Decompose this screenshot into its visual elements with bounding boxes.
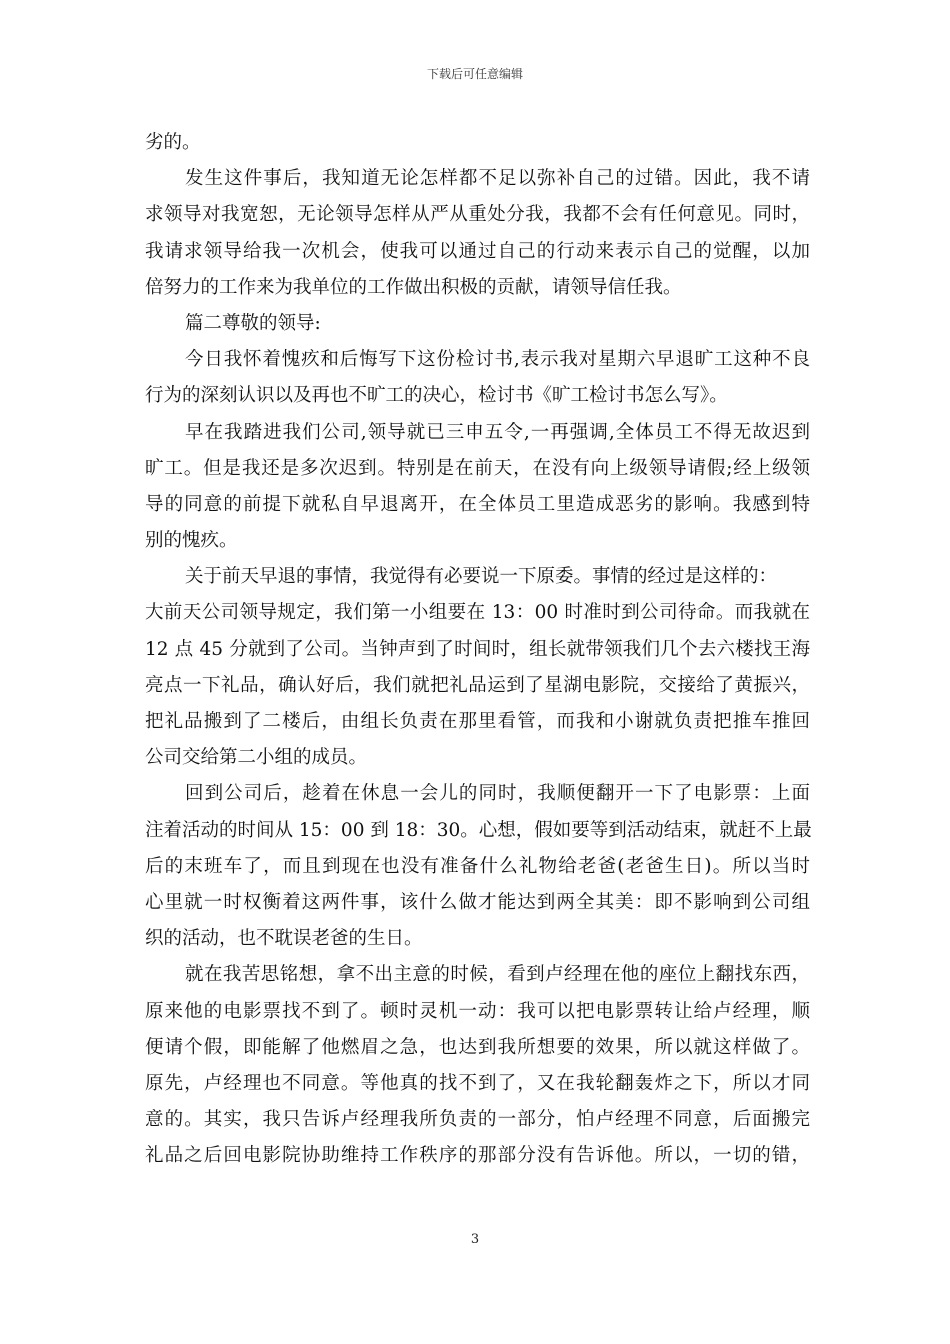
text-line: 劣的。 bbox=[145, 132, 201, 153]
text-line: 公司交给第二小组的成员。 bbox=[145, 747, 368, 769]
text-line: 关于前天早退的事情，我觉得有必要说一下原委。事情的经过是这样的： bbox=[185, 566, 778, 588]
text-line: 倍努力的工作来为我单位的工作做出积极的贡献，请领导信任我。 bbox=[145, 276, 682, 298]
document-body bbox=[145, 125, 810, 1174]
text-line: 意的。其实，我只告诉卢经理我所负责的一部分，怕卢经理不同意，后面搬完 bbox=[145, 1109, 810, 1131]
page-header: 下载后可任意编辑 bbox=[426, 67, 523, 81]
text-line: 导的同意的前提下就私自早退离开，在全体员工里造成恶劣的影响。我感到特 bbox=[145, 493, 810, 515]
page-number: 3 bbox=[470, 1232, 480, 1247]
text-line: 原先，卢经理也不同意。等他真的找不到了，又在我轮翻轰炸之下，所以才同 bbox=[145, 1072, 810, 1094]
text-line: 注着活动的时间从 15：00 到 18：30。心想，假如要等到活动结束，就赶不上最 bbox=[145, 819, 812, 841]
text-line: 织的活动，也不耽误老爸的生日。 bbox=[145, 928, 423, 950]
text-line: 我请求领导给我一次机会，使我可以通过自己的行动来表示自己的觉醒，以加 bbox=[145, 240, 810, 262]
text-line: 把礼品搬到了二楼后，由组长负责在那里看管，而我和小谢就负责把推车推回 bbox=[145, 711, 810, 732]
text-line: 亮点一下礼品，确认好后，我们就把礼品运到了星湖电影院，交接给了黄振兴， bbox=[145, 674, 810, 696]
text-line: 别的愧疚。 bbox=[145, 530, 238, 552]
text-line: 后的末班车了，而且到现在也没有准备什么礼物给老爸(老爸生日)。所以当时 bbox=[145, 855, 810, 877]
text-line: 早在我踏进我们公司,领导就已三申五令,一再强调,全体员工不得无故迟到 bbox=[185, 421, 810, 443]
text-line: 回到公司后，趁着在休息一会儿的同时，我顺便翻开一下了电影票：上面 bbox=[185, 783, 810, 805]
text-line: 旷工。但是我还是多次迟到。特别是在前天，在没有向上级领导请假;经上级领 bbox=[145, 457, 810, 479]
text-line: 求领导对我宽恕，无论领导怎样从严从重处分我，我都不会有任何意见。同时， bbox=[145, 204, 810, 226]
text-line: 大前天公司领导规定，我们第一小组要在 13：00 时准时到公司待命。而我就在 bbox=[145, 602, 810, 624]
text-line: 礼品之后回电影院协助维持工作秩序的那部分没有告诉他。所以，一切的错， bbox=[145, 1145, 810, 1167]
text-line: 就在我苦思铭想，拿不出主意的时候，看到卢经理在他的座位上翻找东西， bbox=[185, 964, 810, 986]
text-line: 心里就一时权衡着这两件事，该什么做才能达到两全其美：即不影响到公司组 bbox=[145, 891, 810, 913]
text-line: 发生这件事后，我知道无论怎样都不足以弥补自己的过错。因此，我不请 bbox=[185, 168, 810, 190]
text-line: 篇二尊敬的领导: bbox=[185, 312, 321, 334]
text-line: 今日我怀着愧疚和后悔写下这份检讨书,表示我对星期六早退旷工这种不良 bbox=[185, 349, 810, 371]
text-line: 行为的深刻认识以及再也不旷工的决心，检讨书《旷工检讨书怎么写》。 bbox=[145, 385, 728, 407]
text-line: 原来他的电影票找不到了。顿时灵机一动：我可以把电影票转让给卢经理，顺 bbox=[145, 1000, 810, 1022]
text-line: 便请个假，即能解了他燃眉之急，也达到我所想要的效果，所以就这样做了。 bbox=[145, 1036, 810, 1058]
text-line: 12 点 45 分就到了公司。当钟声到了时间时，组长就带领我们几个去六楼找王海 bbox=[145, 638, 810, 660]
